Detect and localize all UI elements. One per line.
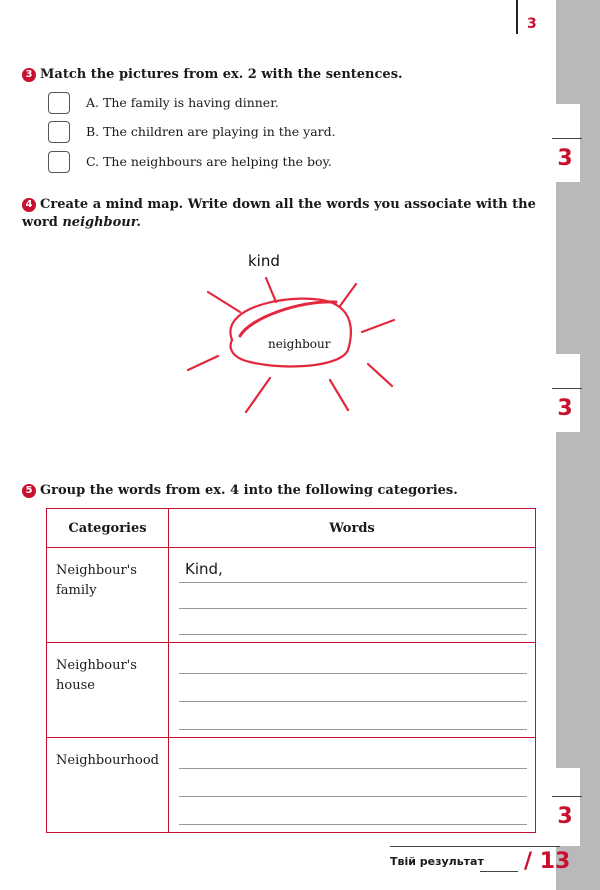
exercise-3-instruction: 3 Match the pictures from ex. 2 with the sentences. [22, 66, 403, 84]
result-blank[interactable] [480, 871, 518, 872]
answer-checkbox[interactable] [48, 151, 70, 173]
header-words: Words [169, 509, 536, 548]
category-label: Neighbour's family [56, 563, 137, 598]
category-label: Neighbourhood [56, 753, 160, 768]
exercise-5-score: 3 [548, 796, 582, 838]
result-total: / 13 [524, 849, 571, 874]
table-row [47, 643, 536, 738]
exercise-number-badge: 5 [22, 484, 36, 498]
words-cell[interactable] [169, 643, 536, 738]
categories-table [46, 508, 536, 833]
ray [368, 364, 392, 386]
ray [330, 380, 348, 410]
ray [188, 356, 218, 370]
words-cell[interactable] [169, 738, 536, 833]
table-row [47, 738, 536, 833]
exercise-3-score: 3 [548, 138, 582, 180]
handwritten-word: kind [248, 252, 280, 270]
ray [208, 292, 240, 312]
ray [340, 284, 356, 306]
exercise-number-badge: 3 [22, 68, 36, 82]
total-result [390, 846, 571, 877]
ray [266, 278, 276, 302]
center-word: neighbour [268, 337, 331, 351]
ray [362, 320, 394, 332]
exercise-4-instruction: 4 Create a mind map. Write down all the words you associate with the word neighbour. [22, 197, 536, 230]
result-label: Твій результат [390, 855, 484, 868]
answer-checkbox[interactable] [48, 92, 70, 114]
category-label: Neighbour's house [56, 658, 137, 693]
table-row [47, 548, 536, 643]
mind-map [180, 240, 420, 430]
exercise-5-instruction: 5 Group the words from ex. 4 into the following categories. [22, 482, 458, 500]
answer-checkbox[interactable] [48, 121, 70, 143]
page-score: 3 [516, 0, 544, 34]
ray [246, 378, 270, 412]
header-categories: Categories [47, 509, 169, 548]
words-cell[interactable] [169, 548, 536, 643]
exercise-number-badge: 4 [22, 198, 36, 212]
exercise-4-score: 3 [548, 388, 582, 430]
handwritten-answer: Kind, [185, 560, 223, 578]
